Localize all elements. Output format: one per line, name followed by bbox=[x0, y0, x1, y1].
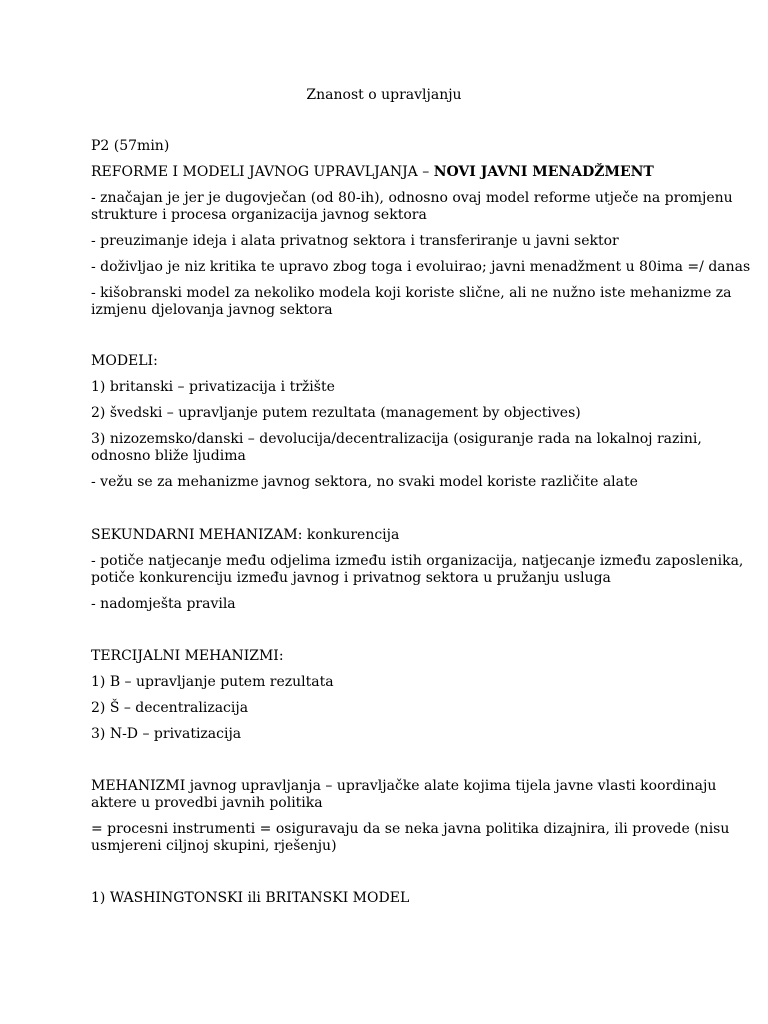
main-heading bbox=[91, 164, 681, 181]
model-item: 2) švedski – upravljanje putem rezultata (management by objectives) bbox=[91, 405, 581, 421]
lecture-label: P2 (57min) bbox=[91, 138, 170, 154]
document-title: Znanost o upravljanju bbox=[306, 87, 462, 103]
mechanisms-line: usmjereni ciljnoj skupini, rješenju) bbox=[91, 838, 337, 854]
intro-bullet-line: - kišobranski model za nekoliko modela koji koriste slične, ali ne nužno iste mehanizme za bbox=[91, 285, 732, 301]
mechanisms-line: = procesni instrumenti = osiguravaju da se neka javna politika dizajnira, ili provede (nisu bbox=[91, 821, 730, 837]
intro-bullet-line: izmjenu djelovanja javnog sektora bbox=[91, 302, 333, 318]
models-heading: MODELI: bbox=[91, 353, 158, 369]
model-item: - vežu se za mehanizme javnog sektora, no svaki model koriste različite alate bbox=[91, 474, 638, 490]
main-heading-text: REFORME I MODELI JAVNOG UPRAVLJANJA – bbox=[91, 164, 434, 180]
mechanisms-line: aktere u provedbi javnih politika bbox=[91, 795, 323, 811]
intro-bullet-line: - značajan je jer je dugovječan (od 80-ih), odnosno ovaj model reforme utječe na promjenu bbox=[91, 190, 733, 206]
intro-bullet-line: - preuzimanje ideja i alata privatnog sektora i transferiranje u javni sektor bbox=[91, 233, 619, 249]
tertiary-item: 3) N-D – privatizacija bbox=[91, 726, 242, 742]
mechanisms-line: MEHANIZMI javnog upravljanja – upravljačke alate kojima tijela javne vlasti koordinaju bbox=[91, 778, 717, 794]
model-item: odnosno bliže ljudima bbox=[91, 448, 246, 464]
model-item: 1) britanski – privatizacija i tržište bbox=[91, 379, 335, 395]
tertiary-item: 1) B – upravljanje putem rezultata bbox=[91, 674, 334, 690]
secondary-item: - potiče natjecanje među odjelima između istih organizacija, natjecanje između zaposlenika, bbox=[91, 553, 744, 569]
final-heading: 1) WASHINGTONSKI ili BRITANSKI MODEL bbox=[91, 890, 410, 906]
main-heading-bold: NOVI JAVNI MENADŽMENT bbox=[433, 164, 654, 180]
intro-bullet-line: - doživljao je niz kritika te upravo zbog toga i evoluirao; javni menadžment u 80ima =/ danas bbox=[91, 259, 751, 275]
tertiary-heading: TERCIJALNI MEHANIZMI: bbox=[91, 648, 284, 664]
secondary-heading: SEKUNDARNI MEHANIZAM: konkurencija bbox=[91, 527, 400, 543]
model-item: 3) nizozemsko/danski – devolucija/decentralizacija (osiguranje rada na lokalnoj razini, bbox=[91, 431, 702, 447]
intro-bullet-line: strukture i procesa organizacija javnog sektora bbox=[91, 207, 427, 223]
tertiary-item: 2) Š – decentralizacija bbox=[91, 700, 249, 716]
secondary-item: potiče konkurenciju između javnog i privatnog sektora u pružanju usluga bbox=[91, 570, 611, 586]
secondary-item: - nadomješta pravila bbox=[91, 596, 236, 612]
